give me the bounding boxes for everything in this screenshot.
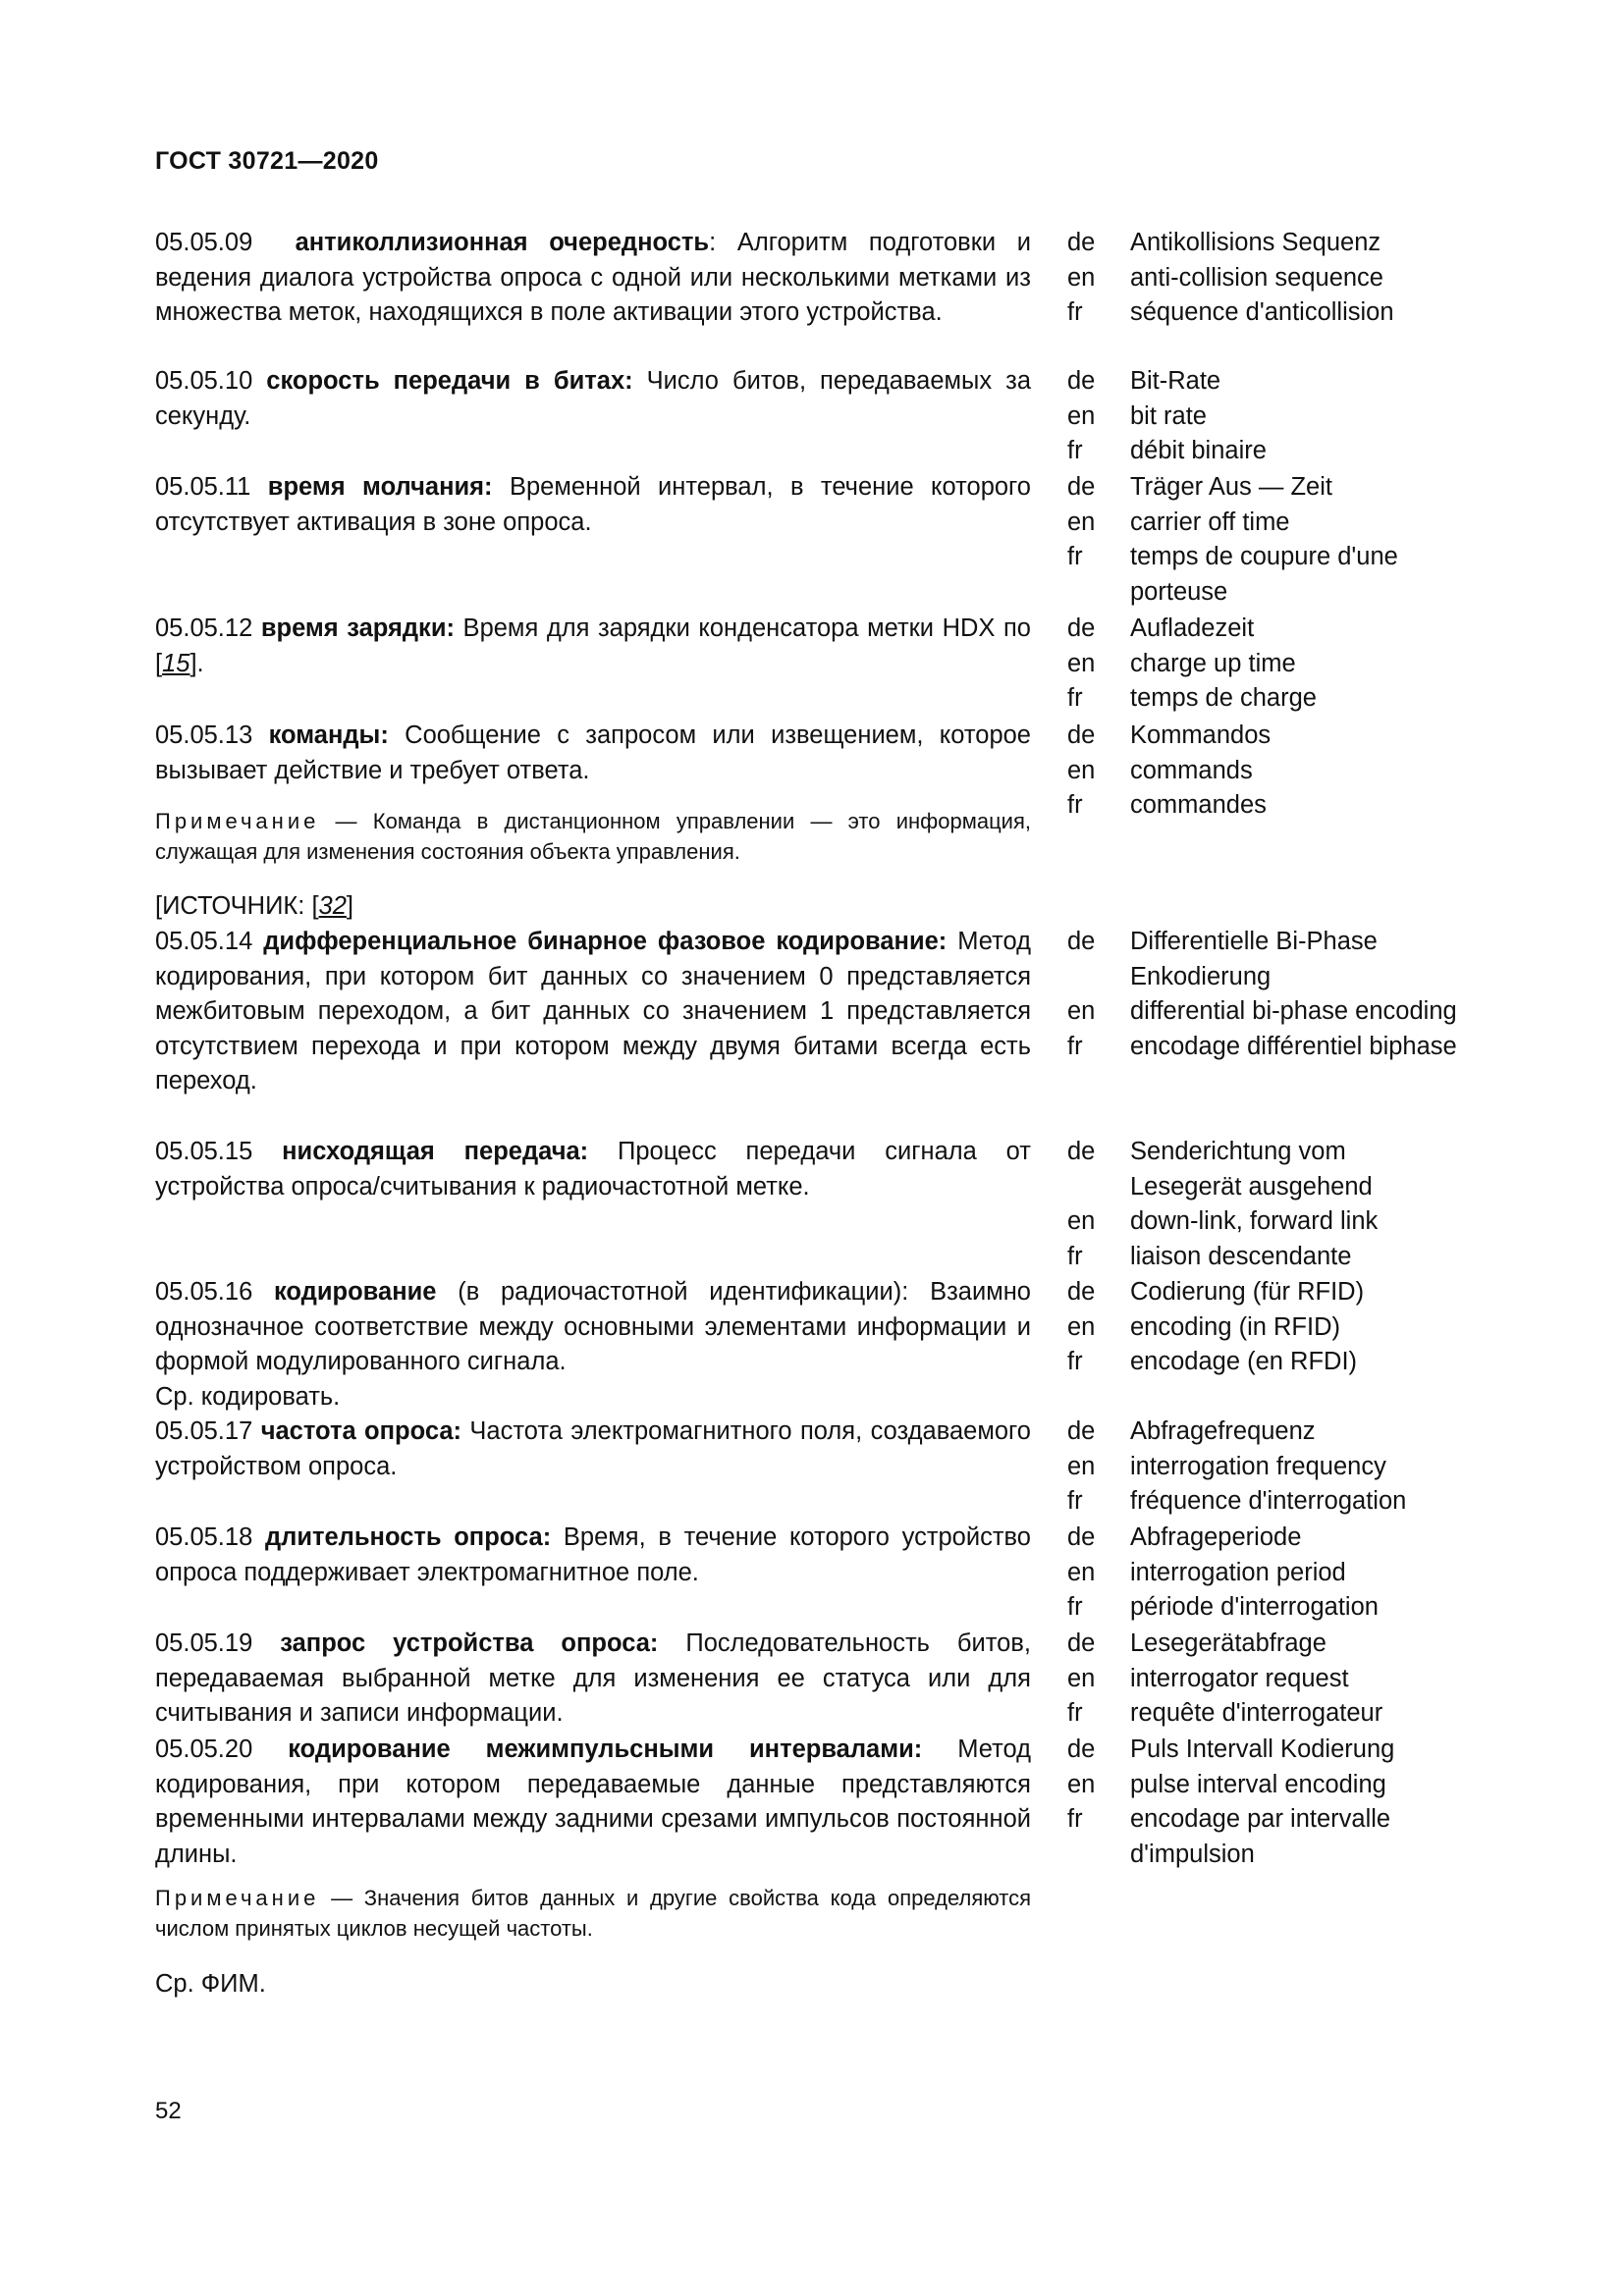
term-number: 05.05.12 [155,614,253,642]
term-entry-05-05-15 [155,1135,1031,1204]
term-definition: (в радиочастотной идентификации): Взаимно однозначное соответствие между основными элементами информации и формой модулированного сигнала. [155,1278,1031,1375]
note-label: Примечание [155,809,320,833]
term-equivalents-05-05-16: de Codierung (für RFID) en encoding (in RFID) fr encodage (en RFDI) [1067,1278,1365,1375]
term-entry-05-05-20 [155,1733,1031,1872]
term-equivalents-05-05-11: de Träger Aus — Zeit en carrier off time fr temps de coupure d'une porteuse [1067,473,1398,606]
term-name: кодирование [274,1278,437,1306]
term-entry-05-05-14 [155,925,1031,1099]
term-name: время молчания: [267,473,493,501]
term-number: 05.05.10 [155,367,253,395]
term-definition: Процесс передачи сигнала от устройства опроса/считывания к радиочастотной метке. [155,1138,1031,1201]
term-name: антиколлизионная очередность [295,229,710,256]
term-equivalents-05-05-18: de Abfrageperiode en interrogation period fr période d'interrogation [1067,1523,1379,1621]
term-name: время зарядки: [260,614,455,642]
term-entry-05-05-19 [155,1627,1031,1732]
term-equivalents-05-05-20: de Puls Intervall Kodierung en pulse interval encoding fr encodage par intervalle d'impulsion [1067,1735,1395,1868]
term-number: 05.05.20 [155,1735,253,1763]
term-definition: Метод кодирования, при котором передаваемые данные представляются временными интервалами между задними срезами импульсов постоянной длины. [155,1735,1032,1868]
term-name: частота опроса: [260,1417,461,1445]
term-definition: Число битов, передаваемых за секунду. [155,367,1031,430]
term-number: 05.05.11 [155,473,251,501]
term-definition: Временной интервал, в течение которого отсутствует активация в зоне опроса. [155,473,1031,536]
term-definition: Сообщение с запросом или извещением, которое вызывает действие и требует ответа. [155,721,1031,784]
term-equivalents-05-05-14: de Differentielle Bi-Phase Enkodierung en differential bi-phase encoding fr encodage différentiel biphase [1067,928,1457,1060]
term-equivalents-05-05-17: de Abfragefrequenz en interrogation frequency fr fréquence d'interrogation [1067,1417,1407,1515]
term-number: 05.05.15 [155,1138,253,1165]
term-equivalents-05-05-15: de Senderichtung vom Lesegerät ausgehend en down-link, forward link fr liaison descendante [1067,1138,1379,1270]
term-equivalents-05-05-13: de Kommandos en commands fr commandes [1067,721,1272,819]
cross-reference-05-05-16: Ср. кодировать. [155,1383,341,1411]
term-number: 05.05.16 [155,1278,253,1306]
note-label: Примечание [155,1886,320,1910]
term-number: 05.05.13 [155,721,253,749]
term-number: 05.05.17 [155,1417,253,1445]
term-definition: Последовательность битов, передаваемая выбранной метке для изменения ее статуса или для считывания и записи информации. [155,1629,1031,1727]
term-name: команды: [268,721,389,749]
note-text: — Значения битов данных и другие свойства кода определяются числом принятых циклов несущей частоты. [155,1886,1031,1941]
reference-link[interactable]: 15 [162,649,190,677]
term-equivalents-05-05-09: de Antikollisions Sequenz en anti-collision sequence fr séquence d'anticollision [1067,229,1394,326]
term-definition: Частота электромагнитного поля, создаваемого устройством опроса. [155,1417,1031,1480]
term-name: длительность опроса: [264,1523,552,1551]
term-name: запрос устройства опроса: [280,1629,659,1657]
term-entry-05-05-16 [155,1275,1031,1380]
page-number: 52 [155,2098,182,2124]
document-header: ГОСТ 30721—2020 [155,147,379,175]
term-name: скорость передачи в битах: [266,367,633,395]
term-equivalents-05-05-19: de Lesegerätabfrage en interrogator request fr requête d'interrogateur [1067,1629,1383,1727]
term-definition: Метод кодирования, при котором бит данных со значением 0 представляется межбитовым переходом, а бит данных со значением 1 представляется отсутствием перехода и при котором между двумя битами всегда есть переход. [155,928,1031,1095]
term-entry-05-05-13 [155,719,1031,788]
term-entry-05-05-18 [155,1521,1031,1590]
note-text: — Команда в дистанционном управлении — это информация, служащая для изменения состояния объекта управления. [155,809,1031,864]
note-05-05-20 [155,1883,1031,1944]
term-entry-05-05-11 [155,470,1031,540]
term-entry-05-05-10 [155,364,1031,434]
term-equivalents-05-05-12: de Aufladezeit en charge up time fr temps de charge [1067,614,1317,712]
term-name: кодирование межимпульсными интервалами: [288,1735,923,1763]
term-number: 05.05.19 [155,1629,253,1657]
source-05-05-13: [ИСТОЧНИК: [32] [155,892,354,920]
term-entry-05-05-17 [155,1415,1031,1484]
term-name: дифференциальное бинарное фазовое кодирование: [263,928,947,955]
reference-link[interactable]: 32 [318,892,347,920]
term-name: нисходящая передача: [282,1138,589,1165]
term-entry-05-05-09: 05.05.09 антиколлизионная очередность: Алгоритм подготовки и ведения диалога устройства опроса с одной или несколькими метками из множества меток, находящихся в поле активации этого устройства. [155,229,1032,326]
term-number: 05.05.09 [155,229,253,256]
term-definition: Алгоритм подготовки и ведения диалога устройства опроса с одной или несколькими метками из множества меток, находящихся в поле активации этого устройства. [155,229,1032,326]
term-definition: Время, в течение которого устройство опроса поддерживает электромагнитное поле. [155,1523,1031,1586]
term-entry-05-05-12: 05.05.12 время зарядки: Время для зарядки конденсатора метки HDX по [15]. [155,614,1031,677]
term-number: 05.05.18 [155,1523,253,1551]
cross-reference-05-05-20: Ср. ФИМ. [155,1970,266,1998]
note-05-05-13 [155,806,1031,867]
term-equivalents-05-05-10: de Bit-Rate en bit rate fr débit binaire [1067,367,1267,464]
term-number: 05.05.14 [155,928,253,955]
